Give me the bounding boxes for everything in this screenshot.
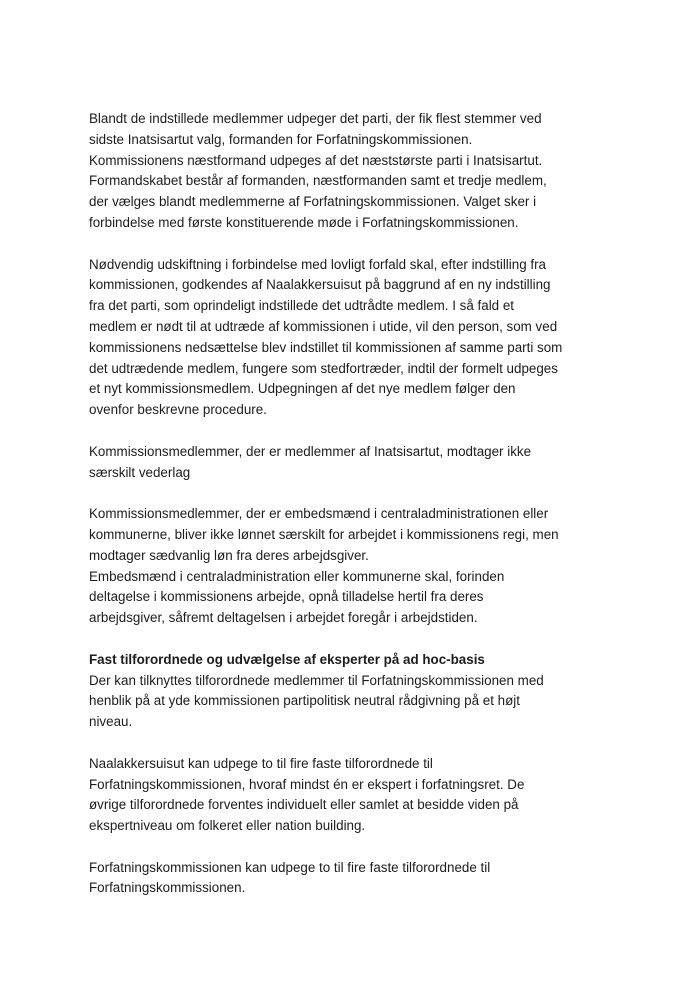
text-line: Embedsmænd i centraladministration eller kommunerne skal, forinden xyxy=(89,568,505,584)
text-line: kommunerne, bliver ikke lønnet særskilt for arbejdet i kommissionens regi, men xyxy=(89,526,559,542)
section-heading: Fast tilforordnede og udvælgelse af eksperter på ad hoc-basis xyxy=(89,651,485,667)
paragraph-chair-appointment xyxy=(89,109,609,234)
text-line: arbejdsgiver, såfremt deltagelsen i arbejdet foregår i arbejdstiden. xyxy=(89,610,478,626)
text-line: henblik på at yde kommissionen partipolitisk neutral rådgivning på et højt xyxy=(89,693,520,709)
text-line: sidste Inatsisartut valg, formanden for Forfatningskommissionen. xyxy=(89,131,473,147)
paragraph-member-replacement xyxy=(89,255,609,421)
text-line: særskilt vederlag xyxy=(89,464,191,480)
text-line: deltagelse i kommissionens arbejde, opnå tilladelse hertil fra deres xyxy=(89,589,484,605)
paragraph-remuneration-members xyxy=(89,442,609,484)
text-line: Nødvendig udskiftning i forbindelse med lovligt forfald skal, efter indstilling fra xyxy=(89,256,546,272)
text-line: Blandt de indstillede medlemmer udpeger det parti, der fik flest stemmer ved xyxy=(89,111,542,126)
paragraph-civil-servants xyxy=(89,504,609,629)
text-line: Forfatningskommissionen kan udpege to til fire faste tilforordnede til xyxy=(89,859,491,875)
paragraph-commission-advisors xyxy=(89,858,609,900)
text-line: fra det parti, som oprindeligt indstillede det udtrådte medlem. I så fald et xyxy=(89,298,515,314)
text-line: Kommissionsmedlemmer, der er medlemmer af Inatsisartut, modtager ikke xyxy=(89,443,532,459)
text-line: ovenfor beskrevne procedure. xyxy=(89,402,267,418)
text-line: et nyt kommissionsmedlem. Udpegningen af det nye medlem følger den xyxy=(89,381,516,397)
text-line: modtager sædvanlig løn fra deres arbejdsgiver. xyxy=(89,547,369,563)
text-line: Formandskabet består af formanden, næstformanden samt et tredje medlem, xyxy=(89,173,547,189)
paragraph-naalakkersuisut-advisors xyxy=(89,754,609,837)
text-line: Kommissionsmedlemmer, der er embedsmænd i centraladministrationen eller xyxy=(89,506,549,522)
document-body xyxy=(89,109,609,920)
text-line: det udtrædende medlem, fungere som stedfortræder, indtil der formelt udpeges xyxy=(89,360,558,376)
text-line: kommissionen, godkendes af Naalakkersuisut på baggrund af en ny indstilling xyxy=(89,277,551,293)
text-line: der vælges blandt medlemmerne af Forfatningskommissionen. Valget sker i xyxy=(89,194,537,210)
text-line: øvrige tilforordnede forventes individuelt eller samlet at besidde viden på xyxy=(89,797,519,813)
text-line: Kommissionens næstformand udpeges af det næststørste parti i Inatsisartut. xyxy=(89,152,543,168)
text-line: Naalakkersuisut kan udpege to til fire faste tilforordnede til xyxy=(89,755,433,771)
text-line: medlem er nødt til at udtræde af kommissionen i utide, vil den person, som ved xyxy=(89,318,558,334)
text-line: kommissionens nedsættelse blev indstillet til kommissionen af samme parti som xyxy=(89,339,563,355)
text-line: forbindelse med første konstituerende møde i Forfatningskommissionen. xyxy=(89,214,519,230)
text-line: ekspertniveau om folkeret eller nation building. xyxy=(89,818,366,834)
text-line: niveau. xyxy=(89,714,133,730)
section-experts xyxy=(89,650,609,733)
text-line: Forfatningskommissionen. xyxy=(89,880,246,896)
text-line: Der kan tilknyttes tilforordnede medlemmer til Forfatningskommissionen med xyxy=(89,672,544,688)
text-line: Forfatningskommissionen, hvoraf mindst én er ekspert i forfatningsret. De xyxy=(89,776,525,792)
